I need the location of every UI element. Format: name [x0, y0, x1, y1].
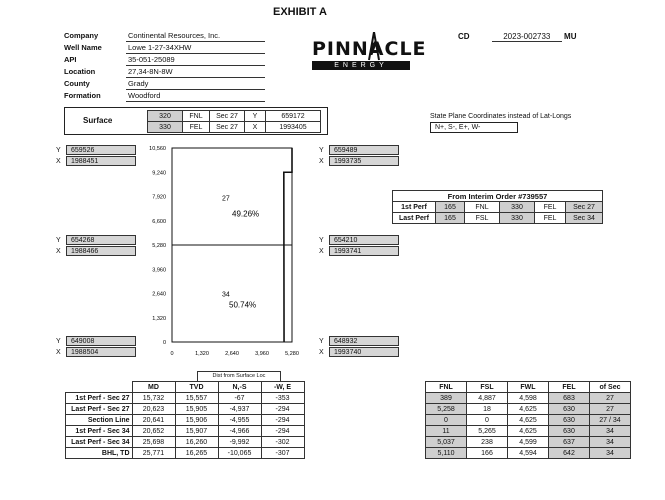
wellbore-summary-table [65, 381, 305, 459]
state-plane-dirs-text: N+, S-, E+, W- [435, 124, 481, 131]
corner-top-right [319, 145, 399, 167]
coord-row-y [319, 235, 399, 246]
cd-label: CD [458, 32, 470, 41]
y-tick-label: 9,240 [152, 170, 166, 177]
surface-cell-coord: 1993405 [266, 122, 321, 133]
summary-header-row [66, 382, 305, 393]
interim-row [393, 202, 603, 213]
logo-subtext [312, 61, 410, 70]
coord-value-y: 654210 [329, 235, 399, 245]
summary-row [66, 426, 305, 437]
x-tick-label: 0 [170, 351, 174, 357]
coord-value-x: 1993735 [329, 156, 399, 166]
axis-label: Y [319, 338, 324, 345]
surface-cell-sec: Sec 27 [210, 122, 245, 133]
well-info-row [62, 42, 265, 54]
summary-cell-tvd: 15,906 [175, 415, 218, 426]
footage-cell: 5,258 [426, 404, 467, 415]
well-info-value: Woodford [126, 90, 265, 102]
well-info-value: Continental Resources, Inc. [126, 30, 265, 42]
coord-value-y: 648932 [329, 336, 399, 346]
axis-label: Y [319, 147, 324, 154]
footage-header: FWL [508, 382, 549, 393]
footage-cell: 5,037 [426, 437, 467, 448]
axis-label: Y [56, 237, 61, 244]
coord-row-y [56, 145, 136, 156]
interim-order-title: From Interim Order #739557 [393, 191, 603, 202]
summary-row-label: 1st Perf - Sec 27 [66, 393, 133, 404]
surface-table [147, 110, 321, 133]
logo-text: PINNACLE [312, 38, 427, 60]
footage-calls-table [425, 381, 631, 459]
corner-mid-left [56, 235, 136, 257]
footage-cell: 34 [590, 426, 631, 437]
summary-header: -W, E [261, 382, 304, 393]
dist-header-text: Dist from Surface Loc [212, 373, 266, 379]
well-info-label: Well Name [64, 43, 102, 52]
summary-header: MD [132, 382, 175, 393]
summary-cell-we: -302 [261, 437, 304, 448]
cd-number [458, 32, 576, 42]
well-info-row [62, 54, 265, 66]
footage-cell: 11 [426, 426, 467, 437]
summary-row-label: Last Perf - Sec 34 [66, 437, 133, 448]
footage-cell: 166 [467, 448, 508, 459]
coord-value-y: 659489 [329, 145, 399, 155]
footage-header: of Sec [590, 382, 631, 393]
interim-order-table [392, 190, 603, 224]
well-info-row [62, 90, 265, 102]
axis-label: Y [56, 147, 61, 154]
footage-row [426, 437, 631, 448]
y-tick-label: 5,280 [152, 243, 166, 249]
coord-row-x [56, 156, 136, 167]
summary-cell-we: -353 [261, 393, 304, 404]
section-pct-34: 50.74% [229, 300, 257, 310]
corner-mid-right [319, 235, 399, 257]
footage-header-row [426, 382, 631, 393]
pinnacle-logo [312, 38, 427, 80]
footage-cell: 4,625 [508, 426, 549, 437]
surface-cell-coord: 659172 [266, 111, 321, 122]
summary-cell-ns: -9,992 [218, 437, 261, 448]
axis-label: Y [319, 237, 324, 244]
footage-cell: 642 [549, 448, 590, 459]
summary-row-label: 1st Perf - Sec 34 [66, 426, 133, 437]
x-tick-label: 3,960 [255, 351, 269, 357]
summary-row [66, 415, 305, 426]
surface-box [64, 107, 328, 135]
well-info-table [62, 30, 265, 102]
derrick-icon [367, 32, 381, 62]
coord-value-y: 659526 [66, 145, 136, 155]
interim-cell-d2: 330 [500, 202, 535, 213]
interim-row [393, 213, 603, 224]
x-tick-label: 2,640 [225, 351, 239, 357]
cd-value: 2023-002733 [492, 32, 562, 42]
state-plane-dirs [430, 122, 518, 133]
surface-cell-dir: FEL [183, 122, 210, 133]
coord-row-y [319, 145, 399, 156]
axis-label: X [56, 158, 61, 165]
x-tick-label: 1,320 [195, 351, 209, 357]
interim-cell-d1: 165 [436, 213, 465, 224]
interim-cell-d1: 165 [436, 202, 465, 213]
coord-row-x [56, 347, 136, 358]
well-info-label: API [64, 55, 77, 64]
coord-value-x: 1988466 [66, 246, 136, 256]
cd-suffix: MU [564, 32, 577, 41]
corner-bot-left [56, 336, 136, 358]
interim-cell-sec: Sec 34 [566, 213, 603, 224]
summary-cell-tvd: 15,557 [175, 393, 218, 404]
summary-cell-we: -294 [261, 426, 304, 437]
footage-cell: 4,594 [508, 448, 549, 459]
coord-value-x: 1988451 [66, 156, 136, 166]
summary-cell-md: 15,732 [132, 393, 175, 404]
exhibit-title: EXHIBIT A [273, 6, 327, 18]
corner-bot-right [319, 336, 399, 358]
footage-cell: 683 [549, 393, 590, 404]
summary-cell-md: 20,652 [132, 426, 175, 437]
axis-label: X [319, 248, 324, 255]
footage-cell: 637 [549, 437, 590, 448]
y-tick-label: 3,960 [152, 267, 166, 274]
axis-label: X [319, 349, 324, 356]
summary-row-label: Last Perf - Sec 27 [66, 404, 133, 415]
interim-cell-dir1: FSL [465, 213, 500, 224]
well-info-value: Lowe 1-27-34XHW [126, 42, 265, 54]
surface-cell-axis: X [245, 122, 266, 133]
summary-header: TVD [175, 382, 218, 393]
coord-row-y [56, 235, 136, 246]
coord-row-y [319, 336, 399, 347]
footage-cell: 0 [426, 415, 467, 426]
coord-value-x: 1988504 [66, 347, 136, 357]
footage-cell: 4,887 [467, 393, 508, 404]
well-info-label: County [64, 79, 90, 88]
footage-row [426, 415, 631, 426]
coord-row-x [56, 246, 136, 257]
well-info-row [62, 78, 265, 90]
summary-cell-ns: -67 [218, 393, 261, 404]
footage-cell: 4,625 [508, 415, 549, 426]
footage-header: FNL [426, 382, 467, 393]
summary-row [66, 393, 305, 404]
coord-row-x [319, 347, 399, 358]
axis-label: X [319, 158, 324, 165]
axis-label: X [56, 349, 61, 356]
summary-header-blank [66, 382, 133, 393]
footage-cell: 630 [549, 426, 590, 437]
footage-cell: 4,625 [508, 404, 549, 415]
footage-cell: 27 [590, 404, 631, 415]
summary-cell-md: 20,623 [132, 404, 175, 415]
summary-cell-ns: -10,065 [218, 448, 261, 459]
y-tick-label: 1,320 [152, 315, 166, 322]
interim-cell-dir2: FEL [535, 213, 566, 224]
coord-value-x: 1993740 [329, 347, 399, 357]
summary-cell-tvd: 16,260 [175, 437, 218, 448]
footage-cell: 18 [467, 404, 508, 415]
y-tick-label: 2,640 [152, 291, 166, 298]
interim-cell-sec: Sec 27 [566, 202, 603, 213]
corner-top-left [56, 145, 136, 167]
summary-cell-tvd: 15,905 [175, 404, 218, 415]
footage-cell: 34 [590, 448, 631, 459]
surface-cell-axis: Y [245, 111, 266, 122]
footage-cell: 389 [426, 393, 467, 404]
interim-cell-label: Last Perf [393, 213, 436, 224]
surface-label: Surface [83, 116, 113, 125]
logo-subtext-label: ENERGY [334, 62, 388, 69]
surface-cell-sec: Sec 27 [210, 111, 245, 122]
summary-row [66, 404, 305, 415]
summary-row [66, 437, 305, 448]
summary-cell-md: 20,641 [132, 415, 175, 426]
summary-row-label: Section Line [66, 415, 133, 426]
summary-cell-tvd: 15,907 [175, 426, 218, 437]
footage-cell: 238 [467, 437, 508, 448]
interim-cell-label: 1st Perf [393, 202, 436, 213]
footage-cell: 27 [590, 393, 631, 404]
summary-cell-we: -294 [261, 404, 304, 415]
well-info-label: Company [64, 31, 99, 41]
coord-value-y: 649008 [66, 336, 136, 346]
footage-header: FEL [549, 382, 590, 393]
summary-header: N,-S [218, 382, 261, 393]
summary-cell-ns: -4,937 [218, 404, 261, 415]
coord-row-x [319, 246, 399, 257]
summary-cell-md: 25,771 [132, 448, 175, 459]
axis-label: Y [56, 338, 61, 345]
footage-row [426, 404, 631, 415]
surface-row [148, 111, 321, 122]
x-tick-label: 5,280 [285, 351, 299, 357]
coord-value-y: 654268 [66, 235, 136, 245]
y-tick-label: 7,920 [152, 194, 166, 201]
footage-row [426, 426, 631, 437]
footage-cell: 5,265 [467, 426, 508, 437]
well-info-value: 35-051-25089 [126, 54, 265, 66]
interim-cell-d2: 330 [500, 213, 535, 224]
summary-cell-we: -294 [261, 415, 304, 426]
footage-cell: 4,599 [508, 437, 549, 448]
surface-row [148, 122, 321, 133]
y-tick-label: 10,560 [149, 146, 166, 152]
well-info-label: Formation [64, 91, 101, 100]
well-plat-chart [135, 140, 305, 362]
footage-row [426, 393, 631, 404]
footage-cell: 27 / 34 [590, 415, 631, 426]
summary-cell-we: -307 [261, 448, 304, 459]
footage-cell: 5,110 [426, 448, 467, 459]
summary-row-label: BHL, TD [66, 448, 133, 459]
well-info-value: 27,34-8N-8W [126, 66, 265, 78]
footage-cell: 4,598 [508, 393, 549, 404]
surface-cell-dist: 330 [148, 122, 183, 133]
footage-header: FSL [467, 382, 508, 393]
well-info-row [62, 66, 265, 78]
state-plane-note: State Plane Coordinates instead of Lat-Longs [430, 113, 572, 120]
summary-cell-tvd: 16,265 [175, 448, 218, 459]
y-tick-label: 0 [162, 340, 166, 346]
footage-cell: 630 [549, 415, 590, 426]
section-label-34: 34 [222, 291, 230, 299]
summary-cell-ns: -4,966 [218, 426, 261, 437]
coord-row-y [56, 336, 136, 347]
section-pct-27: 49.26% [232, 209, 260, 219]
interim-cell-dir1: FNL [465, 202, 500, 213]
interim-cell-dir2: FEL [535, 202, 566, 213]
surface-cell-dir: FNL [183, 111, 210, 122]
well-info-label: Location [64, 67, 96, 76]
footage-cell: 0 [467, 415, 508, 426]
coord-value-x: 1993741 [329, 246, 399, 256]
summary-cell-ns: -4,955 [218, 415, 261, 426]
well-info-value: Grady [126, 78, 265, 90]
summary-cell-md: 25,698 [132, 437, 175, 448]
section-label-27: 27 [222, 195, 230, 203]
footage-cell: 630 [549, 404, 590, 415]
y-tick-label: 6,600 [152, 218, 166, 225]
surface-cell-dist: 320 [148, 111, 183, 122]
footage-cell: 34 [590, 437, 631, 448]
axis-label: X [56, 248, 61, 255]
well-info-row [62, 30, 265, 42]
footage-row [426, 448, 631, 459]
summary-row [66, 448, 305, 459]
coord-row-x [319, 156, 399, 167]
